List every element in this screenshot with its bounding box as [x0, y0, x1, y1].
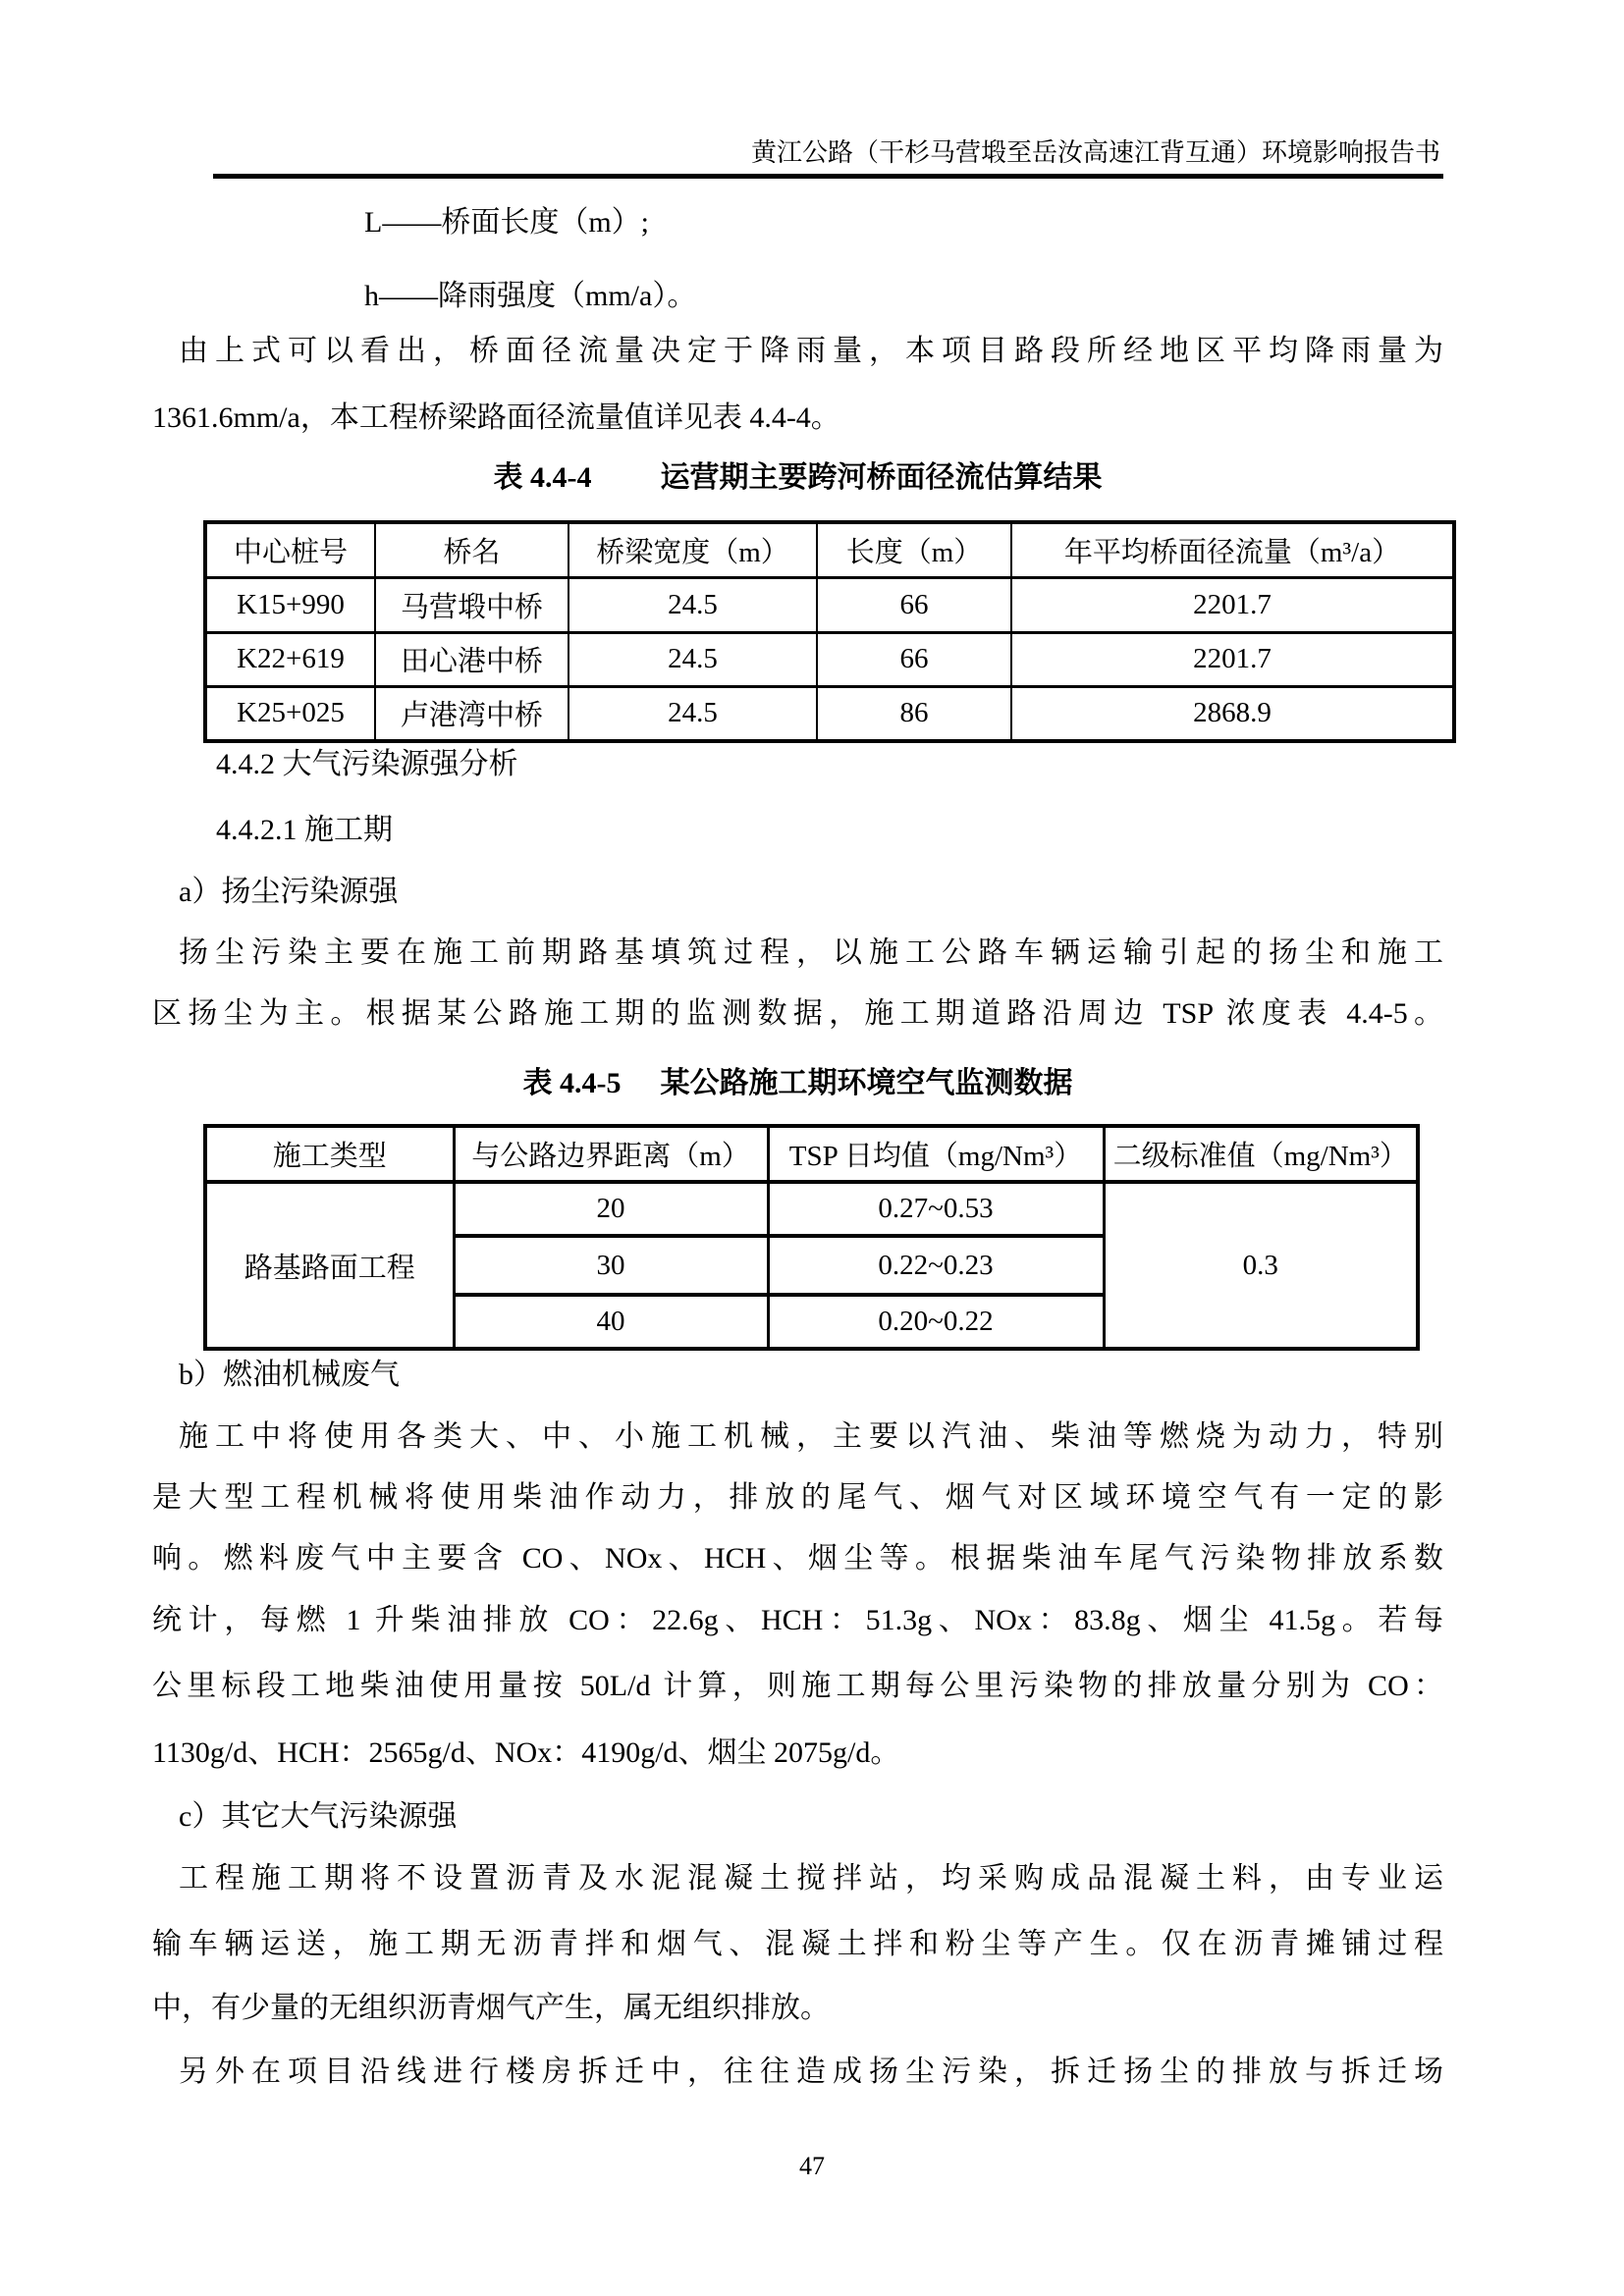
column-header: 中心桩号: [205, 522, 375, 577]
cell-distance: 20: [454, 1182, 768, 1236]
bridge-runoff-table: [203, 520, 1456, 743]
table-row: [205, 686, 1454, 741]
cell-distance: 40: [454, 1295, 768, 1349]
table-header-row: [205, 522, 1454, 577]
cell-runoff: 2201.7: [1011, 577, 1454, 632]
paragraph-line: 扬尘污染主要在施工前期路基填筑过程，以施工公路车辆运输引起的扬尘和施工: [179, 936, 1443, 969]
table-caption-label: 表 4.4-5: [522, 1067, 622, 1099]
column-header: 桥梁宽度（m）: [568, 522, 817, 577]
table-caption-title: 某公路施工期环境空气监测数据: [660, 1067, 1073, 1099]
column-header: TSP 日均值（mg/Nm³）: [768, 1126, 1104, 1182]
paragraph-line: 由上式可以看出，桥面径流量决定于降雨量，本项目路段所经地区平均降雨量为: [179, 335, 1443, 367]
cell-stake: K15+990: [205, 577, 375, 632]
subsection-heading-c: c）其它大气污染源强: [179, 1800, 458, 1833]
column-header: 与公路边界距离（m）: [454, 1126, 768, 1182]
subsection-heading-b: b）燃油机械废气: [179, 1359, 400, 1391]
column-header: 桥名: [375, 522, 568, 577]
table-row: [205, 1182, 1418, 1236]
paragraph-line: 1130g/d、HCH：2565g/d、NOx：4190g/d、烟尘 2075g/d。: [152, 1736, 900, 1769]
paragraph-line: 中，有少量的无组织沥青烟气产生，属无组织排放。: [152, 1992, 830, 2024]
paragraph-line: 响。燃料废气中主要含 CO、NOx、HCH、烟尘等。根据柴油车尾气污染物排放系数: [152, 1542, 1443, 1575]
cell-runoff: 2868.9: [1011, 686, 1454, 741]
cell-stake: K25+025: [205, 686, 375, 741]
paragraph-line: 施工中将使用各类大、中、小施工机械，主要以汽油、柴油等燃烧为动力，特别: [179, 1420, 1443, 1453]
column-header: 年平均桥面径流量（m³/a）: [1011, 522, 1454, 577]
section-heading-442: 4.4.2 大气污染源强分析: [216, 748, 518, 780]
table-header-row: [205, 1126, 1418, 1182]
paragraph-line: 另外在项目沿线进行楼房拆迁中，往往造成扬尘污染，拆迁扬尘的排放与拆迁场: [179, 2056, 1443, 2088]
cell-construction-type: 路基路面工程: [205, 1182, 454, 1349]
air-monitoring-table: [203, 1124, 1420, 1351]
cell-length: 66: [817, 577, 1011, 632]
paragraph-line: 区扬尘为主。根据某公路施工期的监测数据，施工期道路沿周边 TSP 浓度表 4.4-5。: [152, 997, 1443, 1030]
section-heading-4421: 4.4.2.1 施工期: [216, 814, 393, 846]
table-caption: [152, 460, 1443, 496]
paragraph-line: 是大型工程机械将使用柴油作动力，排放的尾气、烟气对区域环境空气有一定的影: [152, 1481, 1443, 1514]
subsection-heading-a: a）扬尘污染源强: [179, 876, 399, 908]
cell-bridge-name: 田心港中桥: [375, 632, 568, 686]
column-header: 二级标准值（mg/Nm³）: [1104, 1126, 1418, 1182]
definition-line-h: h——降雨强度（mm/a）。: [364, 280, 697, 312]
header-rule: [213, 174, 1443, 179]
cell-tsp: 0.27~0.53: [768, 1182, 1104, 1236]
cell-length: 66: [817, 632, 1011, 686]
paragraph-line: 统计，每燃 1 升柴油排放 CO：22.6g、HCH：51.3g、NOx：83.8g、烟尘 41.5g。若每: [152, 1604, 1443, 1636]
column-header: 长度（m）: [817, 522, 1011, 577]
definition-line-L: L——桥面长度（m）;: [364, 206, 649, 239]
cell-bridge-name: 卢港湾中桥: [375, 686, 568, 741]
column-header: 施工类型: [205, 1126, 454, 1182]
cell-distance: 30: [454, 1236, 768, 1295]
cell-tsp: 0.22~0.23: [768, 1236, 1104, 1295]
paragraph-line: 工程施工期将不设置沥青及水泥混凝土搅拌站，均采购成品混凝土料，由专业运: [179, 1862, 1443, 1895]
table-row: [205, 632, 1454, 686]
paragraph-line: 1361.6mm/a，本工程桥梁路面径流量值详见表 4.4-4。: [152, 401, 840, 434]
cell-bridge-name: 马营塅中桥: [375, 577, 568, 632]
table-caption-label: 表 4.4-4: [493, 461, 592, 494]
cell-runoff: 2201.7: [1011, 632, 1454, 686]
table-caption-title: 运营期主要跨河桥面径流估算结果: [660, 461, 1103, 494]
table-caption: [152, 1066, 1443, 1101]
cell-tsp: 0.20~0.22: [768, 1295, 1104, 1349]
cell-length: 86: [817, 686, 1011, 741]
cell-standard-value: 0.3: [1104, 1182, 1418, 1349]
table-row: [205, 577, 1454, 632]
cell-width: 24.5: [568, 686, 817, 741]
paragraph-line: 输车辆运送，施工期无沥青拌和烟气、混凝土拌和粉尘等产生。仅在沥青摊铺过程: [152, 1928, 1443, 1960]
cell-width: 24.5: [568, 632, 817, 686]
paragraph-line: 公里标段工地柴油使用量按 50L/d 计算，则施工期每公里污染物的排放量分别为 CO：: [152, 1670, 1443, 1702]
cell-stake: K22+619: [205, 632, 375, 686]
page-header: 黄江公路（干杉马营塅至岳汝高速江背互通）环境影响报告书: [750, 138, 1440, 167]
cell-width: 24.5: [568, 577, 817, 632]
page-number: 47: [799, 2152, 825, 2180]
